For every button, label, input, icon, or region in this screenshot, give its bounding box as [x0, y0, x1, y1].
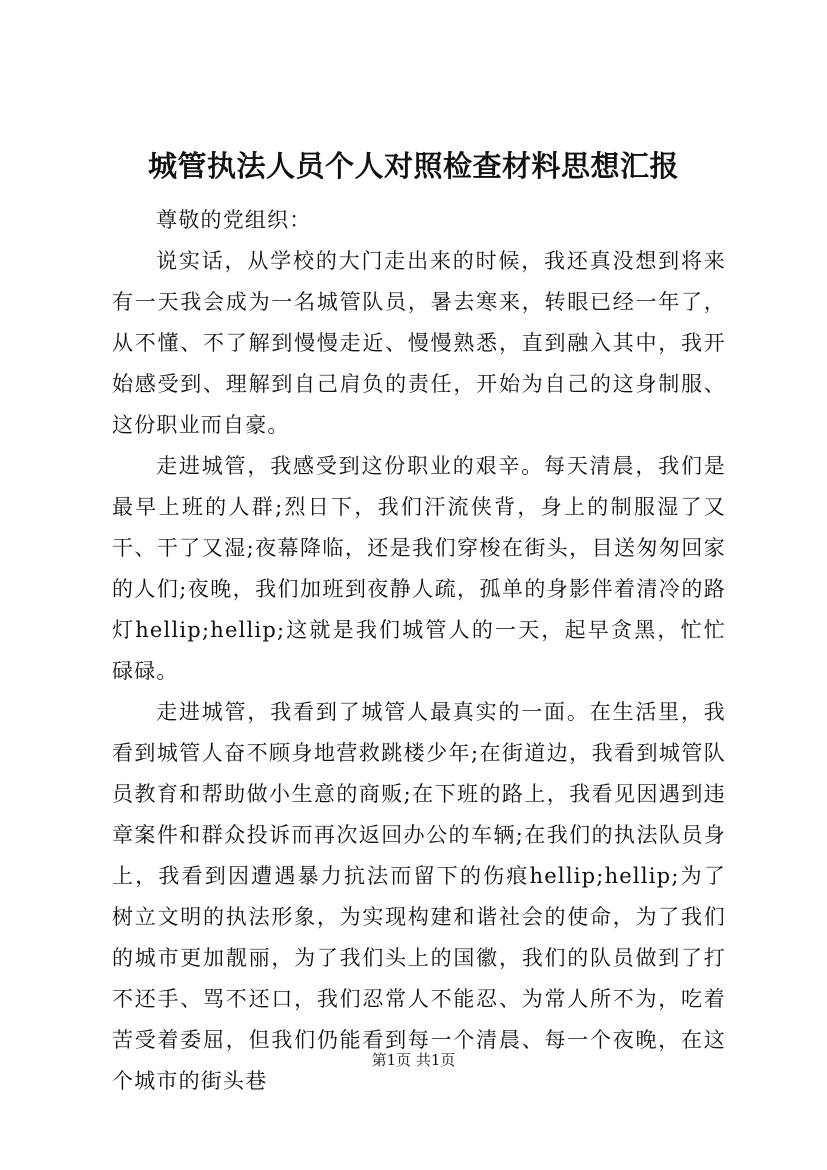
page-number-footer: 第1页 共1页: [371, 1051, 456, 1069]
salutation: 尊敬的党组织：: [156, 208, 312, 232]
paragraph: 走进城管，我看到了城管人最真实的一面。在生活里，我看到城管人奋不顾身地营救跳楼少年;在街道边，我看到城管队员教育和帮助做小生意的商贩;在下班的路上，我看见因遇到违章案件和群众投诉而再次返回办公的车辆;在我们的执法队员身上，我看到因遭遇暴力抗法而留下的伤痕hellip;hellip;为了树立文明的执法形象，为实现构建和谐社会的使命，为了我们的城市更加靓丽，为了我们头上的国徽，我们的队员做到了打不还手、骂不还口，我们忍常人不能忍、为常人所不为，吃着苦受着委屈，但我们仍能看到每一个清晨、每一个夜晚，在这个城市的街头巷: [112, 700, 726, 1093]
document-body: [112, 200, 726, 1102]
paragraph: 走进城管，我感受到这份职业的艰辛。每天清晨，我们是最早上班的人群;烈日下，我们汗流侠背，身上的制服湿了又干、干了又湿;夜幕降临，还是我们穿梭在街头，目送匆匆回家的人们;夜晚，我们加班到夜静人疏，孤单的身影伴着清冷的路灯hellip;hellip;这就是我们城管人的一天，起早贪黑，忙忙碌碌。: [112, 454, 726, 683]
paragraph: 说实话，从学校的大门走出来的时候，我还真没想到将来有一天我会成为一名城管队员，暑去寒来，转眼已经一年了，从不懂、不了解到慢慢走近、慢慢熟悉，直到融入其中，我开始感受到、理解到自己肩负的责任，开始为自己的这身制服、这份职业而自豪。: [112, 249, 726, 437]
document-title: 城管执法人员个人对照检查材料思想汇报: [147, 149, 679, 183]
